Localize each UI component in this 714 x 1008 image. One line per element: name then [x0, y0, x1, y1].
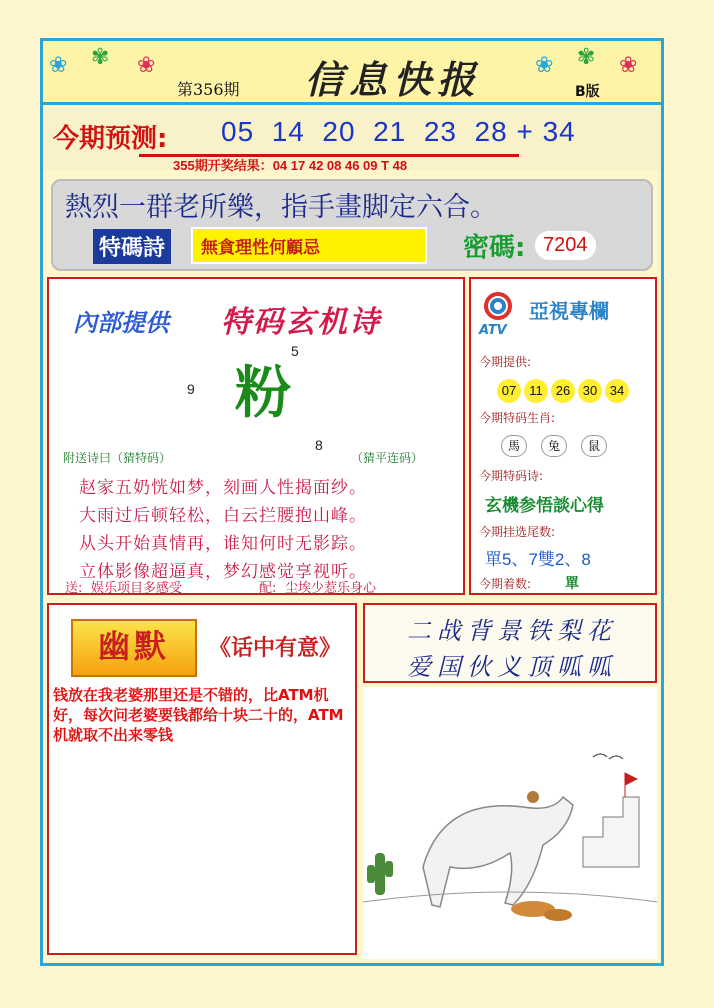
password-label: 密碼: [463, 233, 526, 263]
flower-icon: ❀ [619, 53, 638, 78]
flower-icon: ✾ [577, 45, 596, 70]
flower-icon: ❀ [137, 53, 156, 78]
edition-label: B版 [575, 84, 600, 100]
picture-caption-panel [363, 603, 657, 683]
prediction-numbers: 05 14 20 21 23 28 + 34 [221, 116, 576, 147]
prediction-label: 今期预测: [53, 124, 168, 154]
number-ball: 07 [497, 379, 521, 403]
atv-logo-text: ATV [479, 323, 507, 338]
kanshu-label: 今期着数: [479, 577, 532, 591]
joke-panel [47, 603, 357, 955]
number-balls [497, 379, 632, 403]
poem-line: 赵家五奶恍如梦，刻画人性揭面纱。 [79, 478, 367, 498]
paper-frame [40, 38, 664, 966]
humor-badge [71, 619, 197, 677]
side-poem-label: 今期特码诗: [479, 469, 544, 483]
poem-line: 大雨过后顿轻松，白云拦腰抱山峰。 [79, 506, 367, 526]
goat-illustration [363, 687, 657, 959]
tema-poem-title: 特码玄机诗 [221, 305, 381, 340]
riddle-character: 粉 [235, 360, 291, 426]
goat-drawing-icon [363, 687, 657, 959]
zodiac-item: 鼠 [581, 435, 607, 457]
atv-column-title: 亞視專欄 [529, 299, 609, 323]
flower-icon: ✾ [91, 45, 110, 70]
internal-provide-label: 內部提供 [73, 309, 169, 337]
pei-text: 尘埃少惹乐身心 [285, 581, 377, 596]
send-label: 送: [65, 581, 83, 596]
left-caption: 附送诗曰（猜特码） [63, 451, 172, 465]
atv-logo-icon [481, 289, 515, 323]
riddle-number-top: 5 [291, 343, 299, 359]
tema-poem-label: 特碼詩 [93, 229, 171, 264]
atv-column-panel [469, 277, 657, 595]
number-ball: 34 [605, 379, 629, 403]
poem-line: 立体影像超逼真，梦幻感觉享视听。 [79, 562, 367, 582]
number-ball: 30 [578, 379, 602, 403]
humor-label: 幽默 [97, 627, 170, 665]
prediction-row [43, 108, 661, 173]
joke-text: 钱放在我老婆那里还是不错的，比ATM机好，每次问老婆要钱都给十块二十的，ATM机就取不出来零钱 [53, 686, 344, 744]
riddle-number-right: 8 [315, 437, 323, 453]
issue-number: 第356期 [177, 80, 240, 99]
number-ball: 26 [551, 379, 575, 403]
last-draw-result: 355期开奖结果：04 17 42 08 46 09 T 48 [173, 158, 408, 173]
tema-poem-text: 無貪理性何顧忌 [191, 227, 427, 264]
tail-number-value: 單5、7雙2、8 [485, 550, 591, 569]
send-text: 娱乐项目多感受 [91, 581, 183, 596]
poem-banner [51, 179, 653, 271]
zodiac-label: 今期特码生肖: [479, 411, 556, 425]
pei-label: 配: [259, 581, 277, 596]
number-ball: 11 [524, 379, 548, 403]
riddle-number-left: 9 [187, 381, 195, 397]
tail-number-label: 今期挂选尾数: [479, 525, 556, 539]
page-title: 信息快报 [305, 57, 482, 102]
side-poem: 玄機参悟談心得 [485, 496, 604, 516]
joke-heading: 《话中有意》 [209, 636, 342, 661]
poem-line: 从头开始真情再，谁知何时无影踪。 [79, 534, 367, 554]
banner-poem: 熱烈一群老所樂，指手畫脚定六合。 [65, 192, 497, 223]
kanshu-value: 單 [565, 576, 579, 592]
header [43, 41, 661, 105]
zodiac-item: 馬 [501, 435, 527, 457]
tema-poem-panel [47, 277, 465, 595]
zodiac-item: 兔 [541, 435, 567, 457]
caption-line: 爱国伙义顶呱呱 [407, 653, 617, 681]
zodiac-list [501, 435, 621, 457]
caption-line: 二战背景铁梨花 [407, 617, 617, 645]
flower-icon: ❀ [49, 53, 68, 78]
password-value: 7204 [535, 231, 596, 260]
right-caption: （猜平连码） [351, 451, 424, 465]
flower-icon: ❀ [535, 53, 554, 78]
provide-label: 今期提供: [479, 355, 532, 369]
